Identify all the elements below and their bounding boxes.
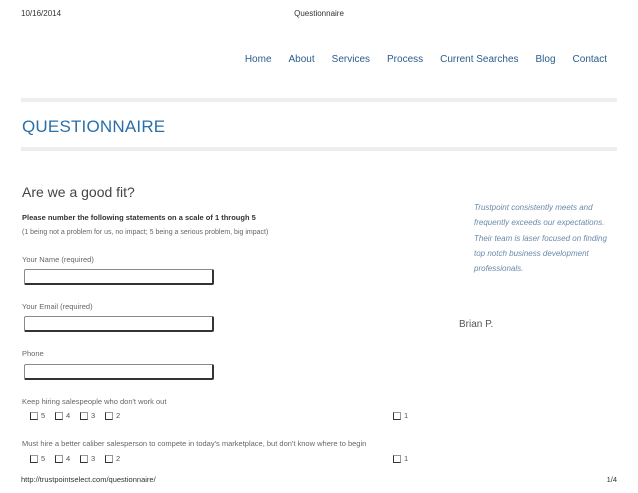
print-footer [21, 475, 617, 487]
checkbox-icon[interactable] [105, 412, 113, 420]
question-1-rating [30, 411, 420, 421]
q2-rating-4[interactable]: 4 [55, 454, 70, 463]
title-divider-top [21, 98, 617, 102]
nav-services[interactable]: Services [331, 54, 371, 65]
question-1-text: Keep hiring salespeople who don't work out [22, 397, 167, 406]
q1-rating-2[interactable]: 2 [105, 411, 120, 420]
phone-input[interactable] [24, 364, 214, 380]
checkbox-icon[interactable] [30, 455, 38, 463]
email-input[interactable] [24, 316, 214, 332]
form-instructions: Please number the following statements on a scale of 1 through 5 [22, 213, 256, 222]
q2-rating-5[interactable]: 5 [30, 454, 45, 463]
checkbox-icon[interactable] [105, 455, 113, 463]
nav-current-searches[interactable]: Current Searches [440, 54, 519, 65]
nav-about[interactable]: About [288, 54, 315, 65]
page-title: QUESTIONNAIRE [22, 117, 166, 136]
nav-contact[interactable]: Contact [572, 54, 607, 65]
checkbox-icon[interactable] [30, 412, 38, 420]
checkbox-icon[interactable] [393, 412, 401, 420]
q2-rating-3[interactable]: 3 [80, 454, 95, 463]
name-input[interactable] [24, 269, 214, 285]
nav-blog[interactable]: Blog [535, 54, 556, 65]
print-header [21, 9, 617, 21]
checkbox-icon[interactable] [80, 412, 88, 420]
email-label: Your Email (required) [22, 302, 93, 311]
print-page-number: 1/4 [606, 475, 617, 484]
title-divider-bottom [21, 147, 617, 151]
print-title: Questionnaire [294, 9, 344, 18]
scale-note: (1 being not a problem for us, no impact; 5 being a serious problem, big impact) [22, 229, 269, 236]
checkbox-icon[interactable] [393, 455, 401, 463]
form-heading: Are we a good fit? [22, 184, 135, 200]
nav-home[interactable]: Home [244, 54, 272, 65]
q1-rating-1[interactable]: 1 [393, 411, 408, 420]
checkbox-icon[interactable] [80, 455, 88, 463]
testimonial-author: Brian P. [459, 319, 494, 330]
print-url: http://trustpointselect.com/questionnaire/ [21, 475, 156, 484]
q2-rating-2[interactable]: 2 [105, 454, 120, 463]
q2-rating-1[interactable]: 1 [393, 454, 408, 463]
checkbox-icon[interactable] [55, 412, 63, 420]
main-nav [228, 54, 607, 65]
question-2-text: Must hire a better caliber salesperson to compete in today's marketplace, but don't know where to begin [22, 439, 367, 448]
q1-rating-4[interactable]: 4 [55, 411, 70, 420]
name-label: Your Name (required) [22, 255, 94, 264]
print-date: 10/16/2014 [21, 9, 62, 18]
phone-label: Phone [22, 349, 44, 358]
question-2-rating [30, 454, 420, 464]
testimonial-quote: Trustpoint consistently meets and frequently exceeds our expectations. Their team is laser focused on finding top notch business development professionals. [474, 203, 607, 274]
checkbox-icon[interactable] [55, 455, 63, 463]
nav-process[interactable]: Process [387, 54, 424, 65]
q1-rating-5[interactable]: 5 [30, 411, 45, 420]
q1-rating-3[interactable]: 3 [80, 411, 95, 420]
